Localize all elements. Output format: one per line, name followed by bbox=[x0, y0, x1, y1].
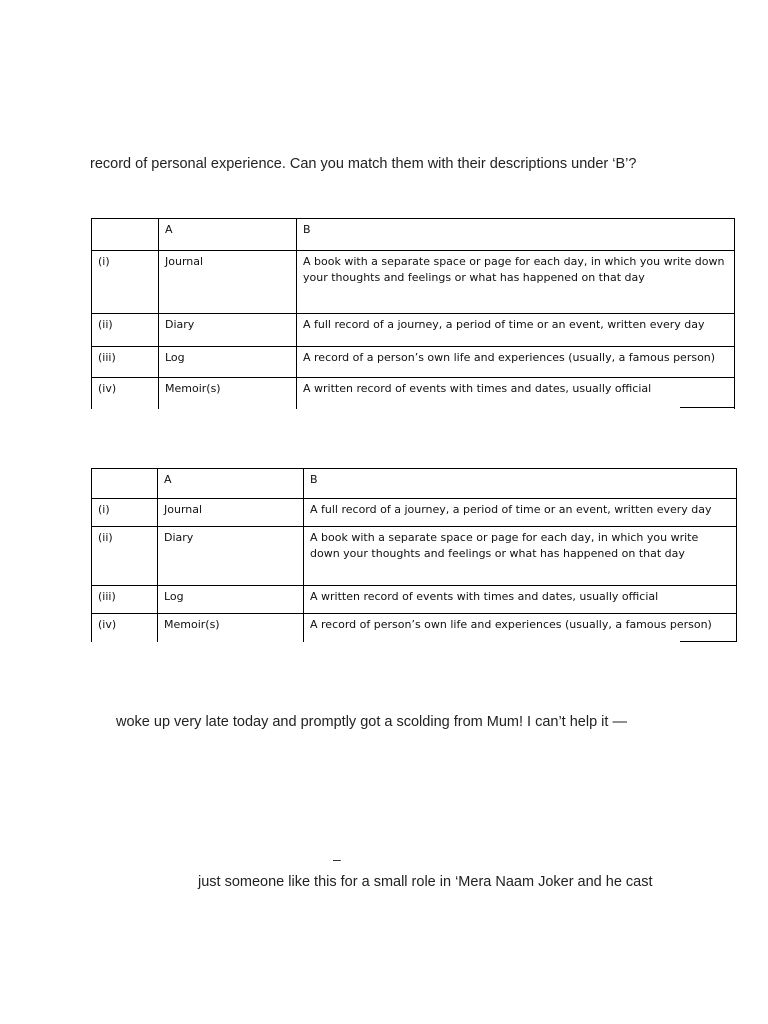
row-number: (i) bbox=[92, 499, 158, 527]
description-cell: A record of person’s own life and experiences (usually, a famous person) bbox=[304, 614, 737, 642]
description-cell: A written record of events with times and dates, usually official bbox=[304, 586, 737, 614]
description-cell: A written record of events with times and dates, usually official bbox=[297, 378, 735, 409]
story-excerpt-text: just someone like this for a small role in ‘Mera Naam Joker and he cast bbox=[198, 874, 653, 890]
description-cell: A book with a separate space or page for each day, in which you write down your thoughts and feelings or what has happened on that day bbox=[297, 251, 735, 314]
row-number: (i) bbox=[92, 251, 159, 314]
table-row bbox=[92, 378, 735, 409]
table-row bbox=[92, 499, 737, 527]
description-cell: A record of a person’s own life and experiences (usually, a famous person) bbox=[297, 347, 735, 378]
row-number: (iii) bbox=[92, 347, 159, 378]
table-row bbox=[92, 527, 737, 586]
description-cell: A full record of a journey, a period of time or an event, written every day bbox=[304, 499, 737, 527]
row-number: (iv) bbox=[92, 614, 158, 642]
row-number: (ii) bbox=[92, 527, 158, 586]
term-cell: Diary bbox=[159, 314, 297, 347]
header-cell-b: B bbox=[297, 219, 735, 251]
dash-mark: – bbox=[333, 851, 341, 867]
term-cell: Log bbox=[158, 586, 304, 614]
matching-table-answer bbox=[91, 468, 737, 642]
term-cell: Memoir(s) bbox=[159, 378, 297, 409]
table-row bbox=[92, 251, 735, 314]
table-bottom-rule bbox=[680, 407, 734, 408]
term-cell: Diary bbox=[158, 527, 304, 586]
table-header-row bbox=[92, 469, 737, 499]
header-cell-number bbox=[92, 219, 159, 251]
term-cell: Journal bbox=[159, 251, 297, 314]
header-cell-a: A bbox=[159, 219, 297, 251]
table-bottom-rule bbox=[680, 641, 736, 642]
term-cell: Journal bbox=[158, 499, 304, 527]
header-cell-number bbox=[92, 469, 158, 499]
row-number: (ii) bbox=[92, 314, 159, 347]
row-number: (iv) bbox=[92, 378, 159, 409]
header-cell-a: A bbox=[158, 469, 304, 499]
table-row bbox=[92, 347, 735, 378]
description-cell: A book with a separate space or page for each day, in which you write down your thoughts and feelings or what has happened on that day bbox=[304, 527, 737, 586]
table-header-row bbox=[92, 219, 735, 251]
header-cell-b: B bbox=[304, 469, 737, 499]
table-row bbox=[92, 586, 737, 614]
term-cell: Memoir(s) bbox=[158, 614, 304, 642]
intro-text: record of personal experience. Can you match them with their descriptions under ‘B’? bbox=[90, 156, 637, 172]
diary-excerpt-text: woke up very late today and promptly got a scolding from Mum! I can’t help it — bbox=[116, 714, 627, 730]
description-cell: A full record of a journey, a period of time or an event, written every day bbox=[297, 314, 735, 347]
term-cell: Log bbox=[159, 347, 297, 378]
table-row bbox=[92, 614, 737, 642]
row-number: (iii) bbox=[92, 586, 158, 614]
matching-table-question bbox=[91, 218, 735, 409]
table-row bbox=[92, 314, 735, 347]
